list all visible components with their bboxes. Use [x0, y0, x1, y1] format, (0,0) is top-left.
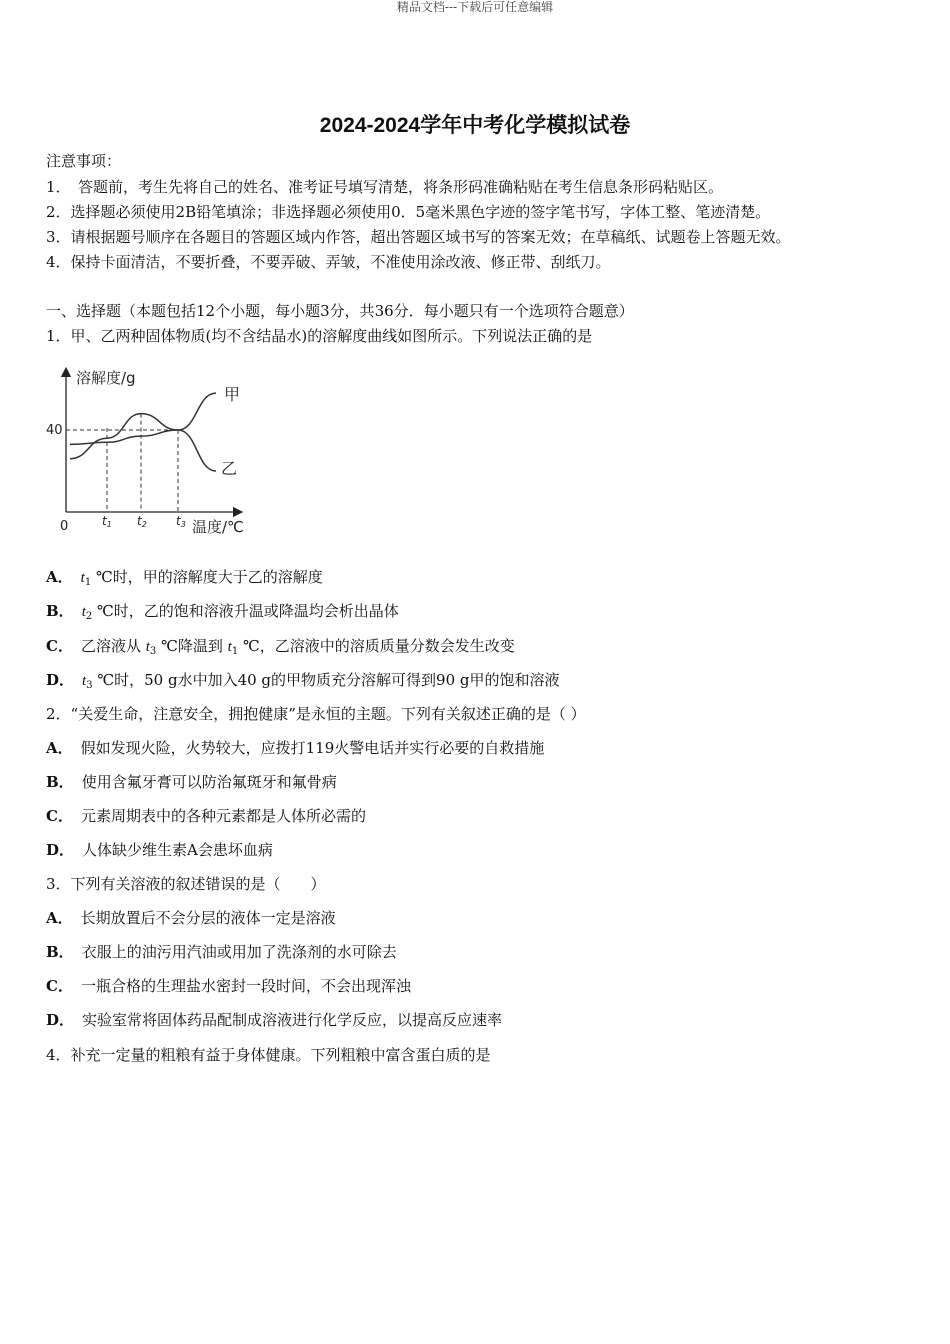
x-axis-label: 温度/℃: [192, 518, 244, 536]
question-1-option-b[interactable]: B． $t_2$ ℃时，乙的饱和溶液升温或降温均会析出晶体: [46, 602, 399, 622]
question-2-option-a[interactable]: A． 假如发现火险，火势较大，应拨打119火警电话并实行必要的自救措施: [46, 739, 545, 757]
notice-item: 1． 答题前，考生先将自己的姓名、准考证号填写清楚，将条形码准确粘贴在考生信息条形码粘贴区。: [46, 178, 724, 196]
tick-t2: t2: [137, 514, 147, 529]
section-heading: 一、选择题（本题包括12个小题，每小题3分，共36分．每小题只有一个选项符合题意）: [46, 302, 634, 320]
question-2-option-b[interactable]: B． 使用含氟牙膏可以防治氟斑牙和氟骨病: [46, 773, 337, 791]
question-3-stem: 3．下列有关溶液的叙述错误的是（ ）: [46, 875, 326, 893]
question-4-stem: 4．补充一定量的粗粮有益于身体健康。下列粗粮中富含蛋白质的是: [46, 1046, 491, 1064]
legend-jia: 甲: [224, 385, 241, 404]
series-line-yi: [70, 393, 216, 444]
question-2-option-c[interactable]: C． 元素周期表中的各种元素都是人体所必需的: [46, 807, 366, 825]
question-3-option-b[interactable]: B． 衣服上的油污用汽油或用加了洗涤剂的水可除去: [46, 943, 397, 961]
question-1-option-a[interactable]: A． $t_1$ ℃时，甲的溶解度大于乙的溶解度: [46, 568, 323, 588]
question-1-option-d[interactable]: D． $t_3$ ℃时，50 g水中加入40 g的甲物质充分溶解可得到90 g甲的饱和溶液: [46, 671, 560, 691]
solubility-chart: [40, 360, 270, 545]
y-tick-40: 40: [46, 423, 63, 438]
legend-yi: 乙: [221, 459, 238, 478]
question-2-option-d[interactable]: D． 人体缺少维生素A会患坏血病: [46, 841, 273, 859]
exam-title: 2024-2024学年中考化学模拟试卷: [319, 114, 631, 137]
question-2-stem: 2．“关爱生命，注意安全，拥抱健康”是永恒的主题。下列有关叙述正确的是（ ）: [46, 705, 586, 723]
notice-item: 3．请根据题号顺序在各题目的答题区域内作答，超出答题区域书写的答案无效；在草稿纸、试题卷上答题无效。: [46, 228, 791, 246]
question-1-stem: 1．甲、乙两种固体物质(均不含结晶水)的溶解度曲线如图所示。下列说法正确的是: [46, 327, 593, 345]
y-axis-label: 溶解度/g: [76, 369, 136, 387]
page-header: 精品文档---下载后可任意编辑: [396, 0, 554, 14]
question-1-option-c[interactable]: C． 乙溶液从 $t_3$ ℃降温到 $t_1$ ℃，乙溶液中的溶质质量分数会发生改变: [46, 637, 515, 657]
question-3-option-d[interactable]: D． 实验室常将固体药品配制成溶液进行化学反应，以提高反应速率: [46, 1011, 503, 1029]
question-3-option-c[interactable]: C． 一瓶合格的生理盐水密封一段时间，不会出现浑浊: [46, 977, 411, 995]
origin-label: 0: [60, 519, 69, 534]
question-3-option-a[interactable]: A． 长期放置后不会分层的液体一定是溶液: [46, 909, 336, 927]
notice-item: 4．保持卡面清洁，不要折叠，不要弄破、弄皱，不准使用涂改液、修正带、刮纸刀。: [46, 253, 611, 271]
notice-heading: 注意事项：: [46, 152, 122, 170]
tick-t1: t1: [102, 514, 112, 529]
tick-t3: t3: [176, 514, 186, 529]
notice-item: 2．选择题必须使用2B铅笔填涂；非选择题必须使用0．5毫米黑色字迹的签字笔书写，字体工整、笔迹清楚。: [46, 203, 771, 221]
